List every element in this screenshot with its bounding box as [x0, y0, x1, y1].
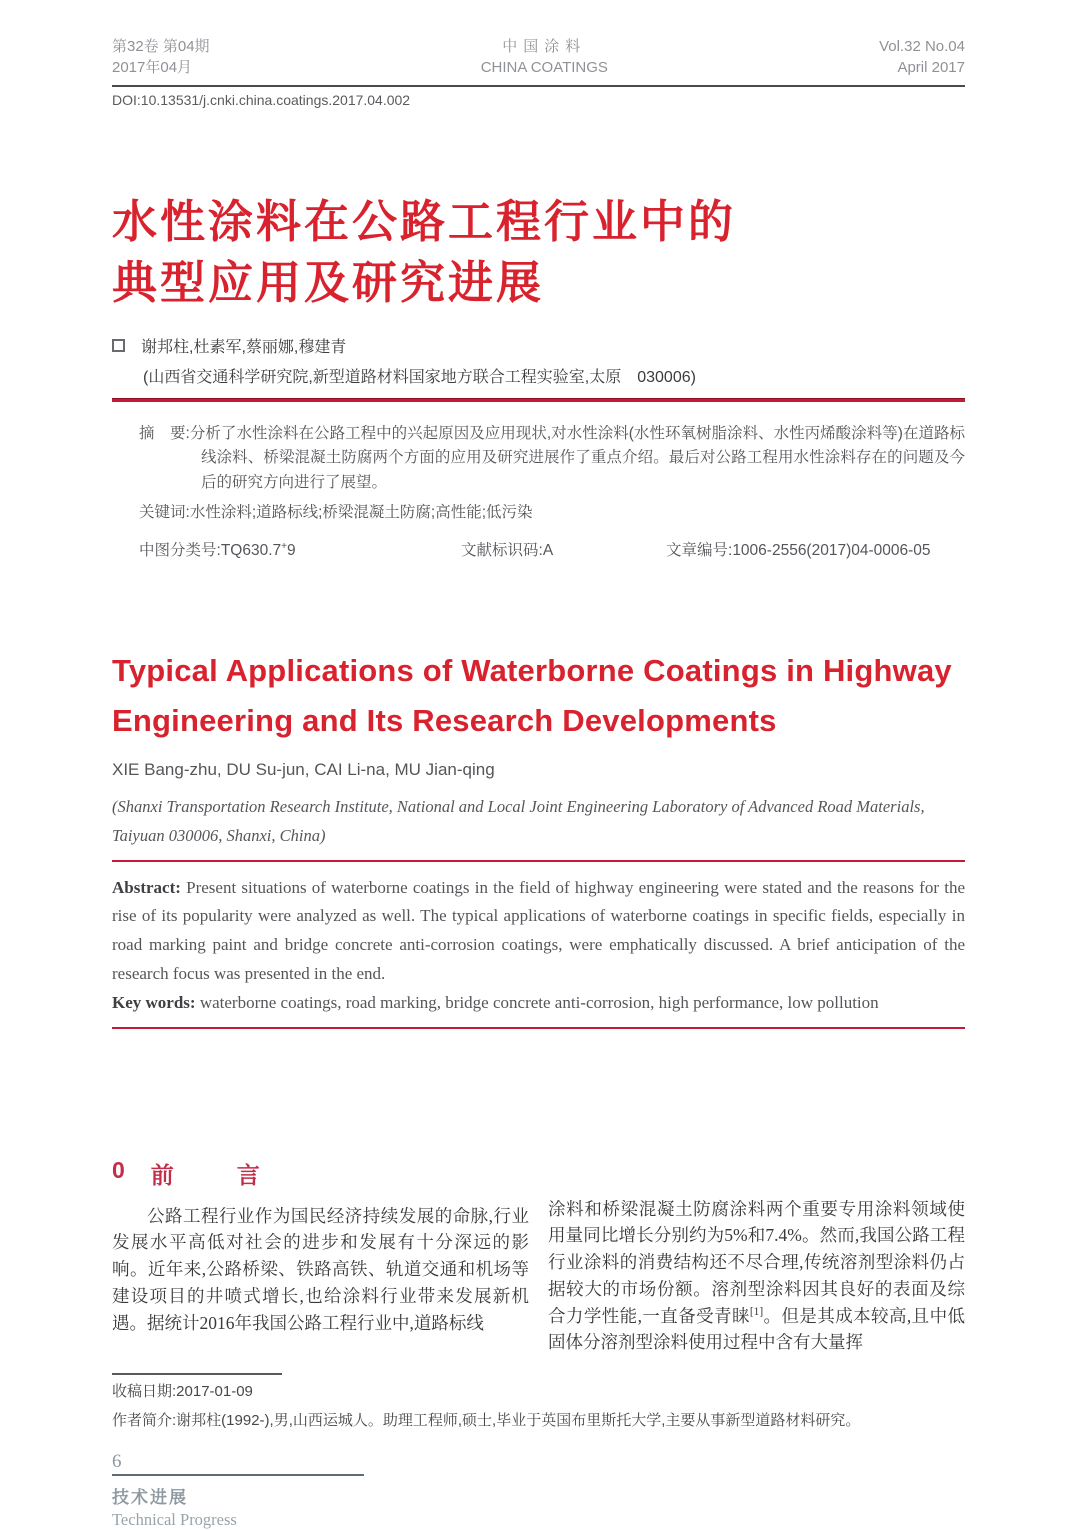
author-marker-square-icon — [112, 339, 125, 352]
english-block-divider-top — [112, 860, 965, 862]
authors-cn: 谢邦柱,杜素军,蔡丽娜,穆建青 — [141, 338, 347, 356]
footer-divider — [112, 1474, 364, 1476]
abstract-text-en: Present situations of waterborne coatings in the field of highway engineering were stated and the reasons for the rise of its popularity were analyzed as well. The typical applications of waterborne coatings in specific fields, especially in road marking paint and bridge concrete anti-corrosion coatings, were emphatically discussed. A brief anticipation of the research focus was presented in the end. — [112, 877, 965, 983]
keywords-label-cn: 关键词: — [139, 503, 190, 521]
column-name-cn: 技术进展 — [112, 1488, 188, 1508]
intro-column-right — [548, 1157, 965, 1357]
keywords-label-en: Key words: — [112, 993, 196, 1013]
author-bio-text: 谢邦柱(1992-),男,山西运城人。助理工程师,硕士,毕业于英国布里斯托大学,主要从事新型道路材料研究。 — [176, 1412, 861, 1430]
section-heading — [112, 1157, 529, 1190]
document-code-value: A — [542, 541, 554, 559]
received-date-line — [112, 1380, 965, 1404]
article-title-en-line1: Typical Applications of Waterborne Coatings in Highway — [112, 652, 952, 688]
clc-tail: 9 — [287, 541, 296, 559]
intro-paragraph-right — [548, 1196, 965, 1357]
abstract-en — [112, 874, 965, 988]
header-divider — [112, 85, 965, 87]
abstract-cn — [139, 422, 965, 496]
keywords-text-cn: 水性涂料;道路标线;桥梁混凝土防腐;高性能;低污染 — [189, 503, 533, 521]
english-block-divider-bottom — [112, 1027, 965, 1029]
clc-superscript: + — [281, 540, 288, 552]
authors-en: XIE Bang-zhu, DU Su-jun, CAI Li-na, MU Jian-qing — [112, 760, 495, 780]
footnote-divider — [112, 1373, 282, 1375]
article-title-cn — [112, 192, 965, 314]
author-bio-line — [112, 1409, 965, 1433]
date-en: April 2017 — [897, 59, 965, 76]
section-title: 前 言 — [150, 1161, 280, 1188]
meta-block-cn — [139, 422, 965, 560]
article-title-en — [112, 646, 965, 746]
date-cn: 2017年04月 — [112, 59, 193, 76]
clc-number — [139, 538, 461, 560]
intro-column-left — [112, 1157, 529, 1357]
classification-row — [139, 538, 965, 560]
affiliation-en: (Shanxi Transportation Research Institute, National and Local Joint Engineering Laboratory of Advanced Road Materials, Taiyuan 030006, Shanxi, China) — [112, 797, 925, 845]
keywords-en — [112, 989, 965, 1018]
citation-marker: [1] — [749, 1305, 764, 1318]
volume-issue-en: Vol.32 No.04 — [879, 38, 965, 55]
article-number-label: 文章编号: — [666, 541, 733, 559]
volume-issue-cn: 第32卷 第04期 — [112, 38, 210, 55]
received-date-value: 2017-01-09 — [176, 1383, 253, 1401]
header-right — [879, 36, 965, 78]
document-code — [461, 538, 666, 560]
keywords-text-en: waterborne coatings, road marking, bridge concrete anti-corrosion, high performance, low pollution — [195, 993, 879, 1013]
header-center — [481, 36, 608, 78]
abstract-label-cn: 摘 要: — [139, 424, 190, 442]
column-name-en: Technical Progress — [112, 1510, 237, 1530]
document-code-label: 文献标识码: — [461, 541, 543, 559]
journal-title-cn: 中国涂料 — [502, 38, 587, 55]
journal-title-en: CHINA COATINGS — [480, 59, 608, 76]
page-footer — [112, 1451, 965, 1530]
section-number: 0 — [112, 1156, 125, 1183]
keywords-cn — [139, 501, 965, 526]
title-block-divider — [112, 398, 965, 402]
intro-paragraph-left: 公路工程行业作为国民经济持续发展的命脉,行业发展水平高低对社会的进步和发展有十分深远的影响。近年来,公路桥梁、铁路高铁、轨道交通和机场等建设项目的井喷式增长,也给涂料行业带来发展新机遇。据统计2016年我国公路工程行业中,道路标线 — [112, 1205, 529, 1333]
article-title-cn-line2: 典型应用及研究进展 — [112, 256, 545, 308]
introduction-section — [112, 1157, 965, 1357]
intro-right-text: 涂料和桥梁混凝土防腐涂料两个重要专用涂料领域使用量同比增长分别约为5%和7.4%。然而,我国公路工程行业涂料的消费结构还不尽合理,传统溶剂型涂料仍占据较大的市场份额。溶剂型涂料因其良好的表面及综合力学性能,一直备受青睐 — [548, 1198, 965, 1326]
clc-label: 中图分类号: — [139, 541, 221, 559]
article-number-value: 1006-2556(2017)04-0006-05 — [732, 541, 931, 559]
page-header — [112, 36, 965, 78]
page-number: 6 — [112, 1451, 122, 1473]
abstract-text-cn: 分析了水性涂料在公路工程中的兴起原因及应用现状,对水性涂料(水性环氧树脂涂料、水性丙烯酸涂料等)在道路标线涂料、桥梁混凝土防腐两个方面的应用及研究进展作了重点介绍。最后对公路工程用水性涂料存在的问题及今后的研究方向进行了展望。 — [189, 424, 965, 492]
authors-row-cn — [112, 334, 965, 357]
abstract-label-en: Abstract: — [112, 877, 181, 897]
article-title-en-line2: Engineering and Its Research Developments — [112, 702, 777, 738]
article-title-cn-line1: 水性涂料在公路工程行业中的 — [112, 196, 737, 247]
header-left — [112, 36, 210, 78]
received-date-label: 收稿日期: — [112, 1383, 177, 1401]
article-number — [666, 538, 931, 560]
author-bio-label: 作者简介: — [112, 1412, 177, 1430]
doi: DOI:10.13531/j.cnki.china.coatings.2017.04.002 — [112, 92, 411, 108]
clc-main: TQ630.7 — [220, 541, 282, 559]
affiliation-cn: (山西省交通科学研究院,新型道路材料国家地方联合工程实验室,太原 030006) — [143, 368, 696, 386]
intro-right-text-cont: 。但是其成本较高,且中低固体分溶剂型涂料使用过程中含有大量挥 — [548, 1305, 965, 1353]
